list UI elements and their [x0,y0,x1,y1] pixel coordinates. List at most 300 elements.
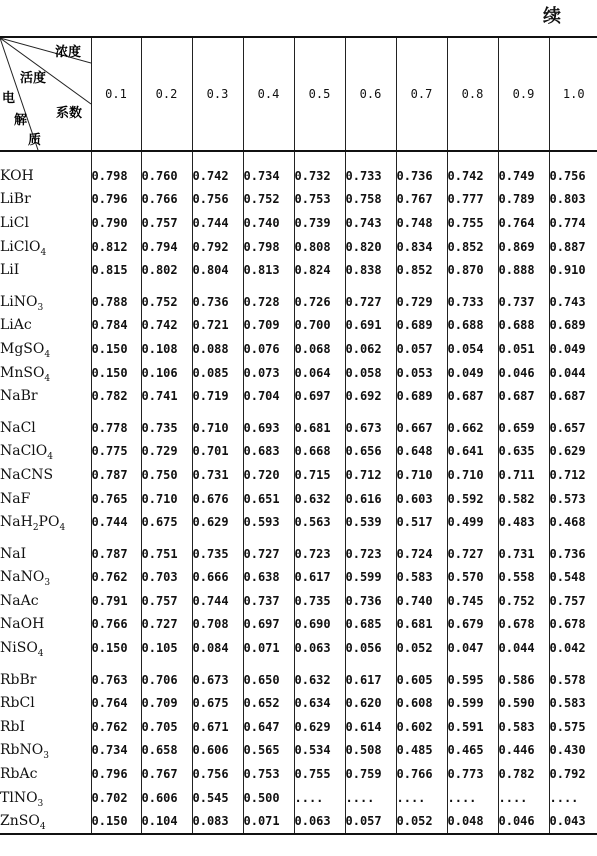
coefficient-value: 0.583 [396,566,447,590]
table-row [0,487,597,511]
coefficient-value: 0.712 [345,463,396,487]
electrolyte-name [0,589,91,613]
coefficient-value: 0.558 [498,566,549,590]
coefficient-value: 0.617 [294,566,345,590]
coefficient-value: 0.592 [447,487,498,511]
electrolyte-name [0,739,91,763]
coefficient-value: 0.802 [141,258,192,282]
corner-diagonal-header [0,38,91,150]
coefficient-value: 0.697 [243,613,294,637]
coefficient-value: 0.606 [141,786,192,810]
coefficient-value: 0.073 [243,361,294,385]
coefficient-value: 0.731 [498,542,549,566]
formula-text: NaCNS [0,466,54,483]
coefficient-value: 0.150 [91,337,141,361]
table-row [0,164,597,188]
coefficient-value: 0.508 [345,739,396,763]
coefficient-value: 0.734 [243,164,294,188]
coefficient-value: 0.539 [345,510,396,534]
coefficient-value: 0.741 [141,384,192,408]
coefficient-value: 0.689 [396,314,447,338]
activity-coefficient-table [0,36,597,835]
table-row [0,739,597,763]
coefficient-value: 0.739 [294,211,345,235]
coefficient-value: 0.582 [498,487,549,511]
coefficient-value: 0.064 [294,361,345,385]
coefficient-value: 0.740 [243,211,294,235]
table-body [0,151,597,834]
coefficient-value: 0.650 [243,668,294,692]
coefficient-value: 0.762 [91,715,141,739]
coefficient-value: 0.742 [192,164,243,188]
formula-text: NaH [0,514,33,531]
coefficient-value: 0.792 [549,762,597,786]
electrolyte-name [0,440,91,464]
coefficient-value: 0.729 [141,440,192,464]
coefficient-value: 0.766 [396,762,447,786]
formula-text: NaCl [0,419,36,436]
coefficient-value: 0.736 [345,589,396,613]
coefficient-value: 0.675 [192,691,243,715]
coefficient-value: 0.742 [141,314,192,338]
formula-text: TlNO [0,789,38,806]
coefficient-value: 0.702 [91,786,141,810]
column-header: 0.2 [141,37,192,151]
coefficient-value: 0.651 [243,487,294,511]
coefficient-value: 0.603 [396,487,447,511]
coefficient-value: 0.068 [294,337,345,361]
coefficient-value: 0.744 [192,211,243,235]
coefficient-value: 0.732 [294,164,345,188]
formula-text: LiBr [0,191,31,208]
electrolyte-name [0,337,91,361]
coefficient-value: 0.058 [345,361,396,385]
coefficient-value: 0.887 [549,235,597,259]
coefficient-value: 0.687 [447,384,498,408]
coefficient-value: .... [549,786,597,810]
coefficient-value: 0.869 [498,235,549,259]
electrolyte-name [0,542,91,566]
coefficient-value: 0.679 [447,613,498,637]
coefficient-value: 0.691 [345,314,396,338]
coefficient-value: 0.666 [192,566,243,590]
coefficient-value: 0.106 [141,361,192,385]
coefficient-value: 0.545 [192,786,243,810]
coefficient-value: 0.756 [549,164,597,188]
coefficient-value: 0.704 [243,384,294,408]
coefficient-value: 0.752 [498,589,549,613]
coefficient-value: 0.575 [549,715,597,739]
coefficient-value: 0.715 [294,463,345,487]
coefficient-value: 0.735 [141,416,192,440]
subscript: 3 [44,578,51,589]
coefficient-value: 0.711 [498,463,549,487]
formula-text: LiNO [0,293,38,310]
coefficient-value: 0.723 [345,542,396,566]
electrolyte-name [0,416,91,440]
coefficient-value: 0.687 [549,384,597,408]
coefficient-value: 0.815 [91,258,141,282]
coefficient-value: 0.787 [91,463,141,487]
coefficient-value: 0.641 [447,440,498,464]
electrolyte-name [0,463,91,487]
coefficient-value: 0.591 [447,715,498,739]
coefficient-value: 0.705 [141,715,192,739]
electrolyte-name [0,164,91,188]
coefficient-value: 0.652 [243,691,294,715]
coefficient-value: 0.057 [345,809,396,834]
coefficient-value: 0.791 [91,589,141,613]
coefficient-value: 0.678 [498,613,549,637]
coefficient-value: 0.688 [498,314,549,338]
coefficient-value: 0.483 [498,510,549,534]
formula-text: LiCl [0,214,29,231]
label-electrolyte-2: 解 [14,113,28,128]
coefficient-value: 0.049 [549,337,597,361]
coefficient-value: 0.733 [447,290,498,314]
coefficient-value: 0.685 [345,613,396,637]
table-row [0,188,597,212]
coefficient-value: 0.735 [192,542,243,566]
coefficient-value: 0.500 [243,786,294,810]
coefficient-value: 0.634 [294,691,345,715]
coefficient-value: 0.798 [91,164,141,188]
coefficient-value: 0.726 [294,290,345,314]
electrolyte-name [0,786,91,810]
label-coefficient: 系数 [56,106,83,121]
electrolyte-name [0,384,91,408]
coefficient-value: 0.748 [396,211,447,235]
coefficient-value: 0.150 [91,636,141,660]
coefficient-value: 0.737 [243,589,294,613]
formula-text: MgSO [0,340,45,357]
coefficient-value: 0.756 [192,762,243,786]
coefficient-value: 0.752 [243,188,294,212]
coefficient-value: 0.667 [396,416,447,440]
electrolyte-name [0,211,91,235]
coefficient-value: 0.049 [447,361,498,385]
coefficient-value: 0.085 [192,361,243,385]
column-header: 0.4 [243,37,294,151]
table-row [0,613,597,637]
coefficient-value: 0.757 [141,211,192,235]
table-row [0,384,597,408]
table-row [0,510,597,534]
coefficient-value: .... [396,786,447,810]
coefficient-value: 0.728 [243,290,294,314]
coefficient-value: 0.683 [243,440,294,464]
formula-text: NaI [0,545,27,562]
coefficient-value: 0.071 [243,636,294,660]
formula-text: NaOH [0,616,45,633]
electrolyte-name [0,613,91,637]
electrolyte-name [0,487,91,511]
coefficient-value: 0.794 [141,235,192,259]
electrolyte-name [0,636,91,660]
coefficient-value: 0.729 [396,290,447,314]
coefficient-value: 0.595 [447,668,498,692]
coefficient-value: 0.710 [141,487,192,511]
electrolyte-name [0,258,91,282]
formula-text: NaF [0,490,31,507]
coefficient-value: 0.083 [192,809,243,834]
coefficient-value: 0.052 [396,809,447,834]
coefficient-value: 0.710 [396,463,447,487]
label-concentration: 浓度 [55,45,82,60]
coefficient-value: 0.673 [192,668,243,692]
table-row [0,337,597,361]
continued-label: 续 [543,6,561,27]
coefficient-value: 0.051 [498,337,549,361]
coefficient-value: 0.744 [91,510,141,534]
coefficient-value: 0.056 [345,636,396,660]
subscript: 4 [44,373,51,384]
coefficient-value: 0.765 [91,487,141,511]
formula-text: RbBr [0,671,37,688]
electrolyte-name [0,762,91,786]
coefficient-value: 0.465 [447,739,498,763]
coefficient-value: 0.709 [243,314,294,338]
subscript: 2 [32,522,39,533]
coefficient-value: 0.727 [447,542,498,566]
formula-text: NaClO [0,443,48,460]
electrolyte-name [0,290,91,314]
electrolyte-name [0,566,91,590]
coefficient-value: 0.638 [243,566,294,590]
coefficient-value: 0.044 [498,636,549,660]
header-row [0,37,597,151]
coefficient-value: 0.727 [243,542,294,566]
coefficient-value: 0.105 [141,636,192,660]
coefficient-value: 0.723 [294,542,345,566]
coefficient-value: 0.057 [396,337,447,361]
electrolyte-name [0,314,91,338]
coefficient-value: 0.709 [141,691,192,715]
coefficient-value: 0.629 [192,510,243,534]
coefficient-value: 0.749 [498,164,549,188]
group-gap [0,408,597,416]
formula-text: NaNO [0,569,45,586]
corner-header [0,37,91,151]
coefficient-value: 0.745 [447,589,498,613]
table-row [0,542,597,566]
coefficient-value: 0.750 [141,463,192,487]
coefficient-value: 0.076 [243,337,294,361]
coefficient-value: 0.755 [294,762,345,786]
group-gap [0,534,597,542]
coefficient-value: 0.820 [345,235,396,259]
coefficient-value: 0.742 [447,164,498,188]
coefficient-value: 0.774 [549,211,597,235]
column-header: 0.6 [345,37,396,151]
electrolyte-name [0,668,91,692]
coefficient-value: 0.590 [498,691,549,715]
label-activity: 活度 [20,71,47,86]
coefficient-value: 0.727 [345,290,396,314]
coefficient-value: 0.803 [549,188,597,212]
coefficient-value: 0.689 [396,384,447,408]
coefficient-value: 0.681 [396,613,447,637]
coefficient-value: 0.692 [345,384,396,408]
coefficient-value: 0.620 [345,691,396,715]
coefficient-value: 0.681 [294,416,345,440]
coefficient-value: 0.583 [498,715,549,739]
coefficient-value: 0.700 [294,314,345,338]
table-row [0,361,597,385]
coefficient-value: 0.740 [396,589,447,613]
coefficient-value: 0.721 [192,314,243,338]
coefficient-value: 0.616 [345,487,396,511]
coefficient-value: 0.758 [345,188,396,212]
coefficient-value: 0.910 [549,258,597,282]
coefficient-value: 0.071 [243,809,294,834]
subscript: 3 [43,751,49,762]
coefficient-value: 0.706 [141,668,192,692]
coefficient-value: 0.736 [549,542,597,566]
coefficient-value: 0.647 [243,715,294,739]
coefficient-value: 0.053 [396,361,447,385]
coefficient-value: 0.084 [192,636,243,660]
coefficient-value: 0.617 [345,668,396,692]
coefficient-value: 0.773 [447,762,498,786]
coefficient-value: 0.756 [192,188,243,212]
subscript: 4 [40,247,47,258]
coefficient-value: 0.724 [396,542,447,566]
coefficient-value: 0.052 [396,636,447,660]
coefficient-value: 0.583 [549,691,597,715]
coefficient-value: 0.063 [294,636,345,660]
electrolyte-name [0,235,91,259]
group-gap [0,282,597,290]
coefficient-value: 0.766 [141,188,192,212]
coefficient-value: 0.687 [498,384,549,408]
column-header: 0.5 [294,37,345,151]
coefficient-value: 0.632 [294,487,345,511]
coefficient-value: 0.834 [396,235,447,259]
formula-text: RbAc [0,766,38,783]
coefficient-value: 0.727 [141,613,192,637]
coefficient-value: 0.690 [294,613,345,637]
coefficient-value: 0.753 [243,762,294,786]
coefficient-value: 0.708 [192,613,243,637]
table-row [0,691,597,715]
coefficient-value: 0.720 [243,463,294,487]
table-row [0,463,597,487]
coefficient-value: 0.760 [141,164,192,188]
coefficient-value: 0.088 [192,337,243,361]
coefficient-value: 0.703 [141,566,192,590]
coefficient-value: 0.688 [447,314,498,338]
coefficient-value: 0.787 [91,542,141,566]
coefficient-value: 0.614 [345,715,396,739]
formula-text: RbI [0,718,26,735]
formula-text: NiSO [0,640,38,657]
coefficient-value: 0.063 [294,809,345,834]
coefficient-value: 0.570 [447,566,498,590]
coefficient-value: 0.044 [549,361,597,385]
subscript: 3 [37,302,44,313]
coefficient-value: 0.743 [345,211,396,235]
formula-text: LiClO [0,238,41,255]
table-row [0,762,597,786]
coefficient-value: .... [345,786,396,810]
coefficient-value: 0.838 [345,258,396,282]
coefficient-value: 0.753 [294,188,345,212]
coefficient-value: 0.606 [192,739,243,763]
coefficient-value: 0.673 [345,416,396,440]
coefficient-value: 0.671 [192,715,243,739]
formula-text: KOH [0,167,34,184]
spacer-row [0,151,597,164]
coefficient-value: 0.468 [549,510,597,534]
coefficient-value: 0.719 [192,384,243,408]
table-row [0,290,597,314]
coefficient-value: 0.744 [192,589,243,613]
coefficient-value: 0.808 [294,235,345,259]
formula-text: PO [38,514,60,531]
coefficient-value: 0.629 [294,715,345,739]
coefficient-value: 0.782 [91,384,141,408]
coefficient-value: 0.534 [294,739,345,763]
coefficient-value: 0.608 [396,691,447,715]
coefficient-value: 0.676 [192,487,243,511]
column-header: 1.0 [549,37,597,151]
coefficient-value: 0.796 [91,188,141,212]
coefficient-value: 0.104 [141,809,192,834]
coefficient-value: 0.586 [498,668,549,692]
coefficient-value: 0.813 [243,258,294,282]
coefficient-value: 0.046 [498,809,549,834]
coefficient-value: 0.047 [447,636,498,660]
coefficient-value: 0.563 [294,510,345,534]
coefficient-value: 0.734 [91,739,141,763]
coefficient-value: 0.150 [91,809,141,834]
coefficient-value: 0.870 [447,258,498,282]
coefficient-value: 0.578 [549,668,597,692]
table-row [0,566,597,590]
coefficient-value: 0.602 [396,715,447,739]
coefficient-value: 0.701 [192,440,243,464]
coefficient-value: 0.789 [498,188,549,212]
coefficient-value: 0.042 [549,636,597,660]
electrolyte-name [0,715,91,739]
coefficient-value: 0.767 [396,188,447,212]
formula-text: RbCl [0,695,35,712]
coefficient-value: 0.046 [498,361,549,385]
coefficient-value: 0.784 [91,314,141,338]
coefficient-value: 0.778 [91,416,141,440]
label-electrolyte-1: 电 [2,91,16,106]
coefficient-value: 0.657 [549,416,597,440]
column-header: 0.8 [447,37,498,151]
coefficient-value: 0.689 [549,314,597,338]
electrolyte-name [0,361,91,385]
coefficient-value: 0.062 [345,337,396,361]
coefficient-value: 0.446 [498,739,549,763]
column-header: 0.9 [498,37,549,151]
table-row [0,589,597,613]
coefficient-value: 0.573 [549,487,597,511]
coefficient-value: 0.668 [294,440,345,464]
table-row [0,416,597,440]
coefficient-value: 0.043 [549,809,597,834]
coefficient-value: 0.150 [91,361,141,385]
coefficient-value: .... [498,786,549,810]
table-row [0,636,597,660]
coefficient-value: 0.888 [498,258,549,282]
subscript: 4 [59,522,66,533]
coefficient-value: 0.752 [141,290,192,314]
